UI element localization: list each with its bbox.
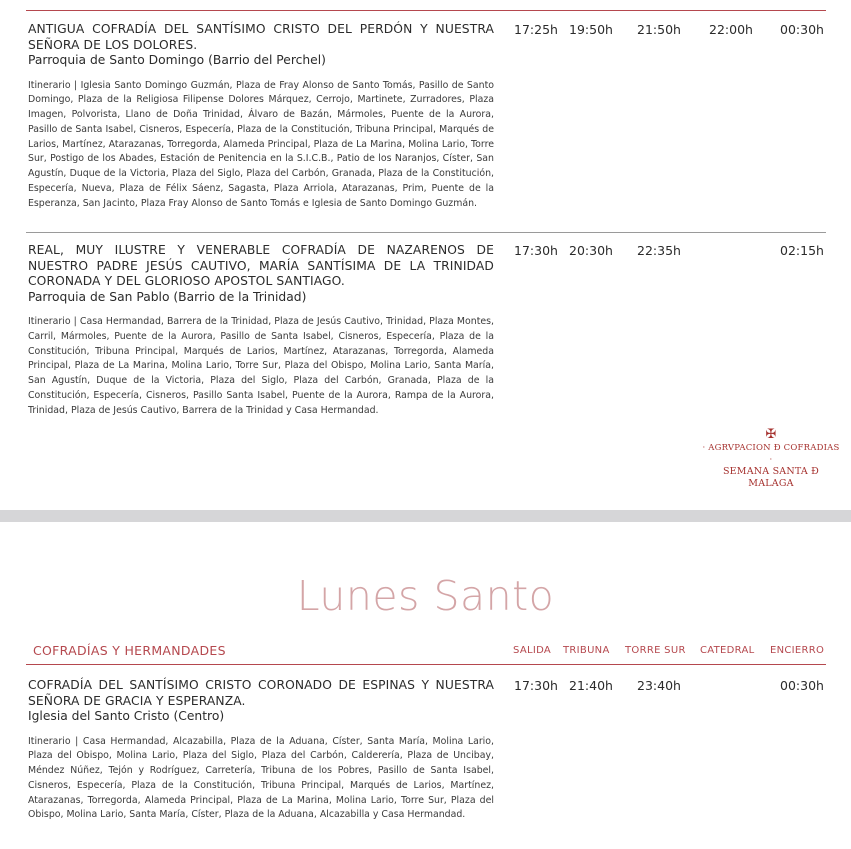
time-encierro: 00:30h — [780, 678, 824, 693]
page-divider — [0, 510, 851, 522]
time-catedral: 22:00h — [709, 22, 753, 37]
column-header-torre-sur: TORRE SUR — [625, 645, 686, 656]
parish-name: Iglesia del Santo Cristo (Centro) — [28, 709, 225, 723]
agrupacion-logo — [700, 428, 842, 490]
time-salida: 17:30h — [514, 678, 558, 693]
time-torre-sur: 21:50h — [637, 22, 681, 37]
itinerary-text: Itinerario | Casa Hermandad, Barrera de la Trinidad, Plaza de Jesús Cautivo, Trinidad, Plaza Montes, Carril, Mármoles, Puente de la Aurora, Pasillo de Santa Isabel, Cisneros, Especería, Plaza de la Constitución, Tribuna Principal, Marqués de Larios, Martínez, Atarazanas, Torregorda, Alameda Principal, Plaza de La Marina, Molina Lario, Torre Sur, Plaza del Obispo, Molina Lario, Santa María, San Agustín, Duque de la Victoria, Plaza del Siglo, Plaza del Carbón, Granada, Plaza de la Constitución, Especería, Cisneros, Pasillo Santa Isabel, Puente de la Aurora, Rampa de la Aurora, Trinidad, Plaza de Jesús Cautivo, Barrera de la Trinidad y Casa Hermandad. — [28, 316, 494, 416]
time-tribuna: 20:30h — [569, 243, 613, 258]
brotherhood-name: ANTIGUA COFRADÍA DEL SANTÍSIMO CRISTO DEL PERDÓN Y NUESTRA SEÑORA DE LOS DOLORES. — [28, 22, 494, 52]
time-tribuna: 19:50h — [569, 22, 613, 37]
itinerary-text: Itinerario | Iglesia Santo Domingo Guzmán, Plaza de Fray Alonso de Santo Tomás, Pasillo de Santo Domingo, Plaza de la Religiosa Filipense Dolores Márquez, Cerrojo, Martinete, Zurradores, Plaza Imagen, Polvorista, Llano de Doña Trinidad, Álvaro de Bazán, Mármoles, Puente de la Aurora, Pasillo de Santa Isabel, Cisneros, Especería, Plaza de la Constitución, Tribuna Principal, Marqués de Larios, Martínez, Atarazanas, Torregorda, Alameda Principal, Plaza de La Marina, Molina Lario, Torre Sur, Postigo de los Abades, Estación de Penitencia en la S.I.C.B., Patio de los Naranjos, Císter, San Agustín, Duque de la Victoria, Plaza del Siglo, Plaza del Carbón, Granada, Plaza de la Constitución, Especería, Nueva, Plaza de Félix Sáenz, Sagasta, Plaza Arriola, Atarazanas, Prim, Puente de la Esperanza, San Jacinto, Plaza Fray Alonso de Santo Tomás e Iglesia de Santo Domingo Guzmán. — [28, 79, 494, 209]
page-lunes-santo — [0, 522, 851, 849]
entry-separator — [26, 232, 826, 233]
top-rule — [26, 10, 826, 11]
time-encierro: 02:15h — [780, 243, 824, 258]
brotherhood-name: REAL, MUY ILUSTRE Y VENERABLE COFRADÍA DE NAZARENOS DE NUESTRO PADRE JESÚS CAUTIVO, MARÍA SANTÍSIMA DE LA TRINIDAD CORONADA Y DEL GLORIOSO APOSTOL SANTIAGO. — [28, 243, 494, 288]
time-tribuna: 21:40h — [569, 678, 613, 693]
parish-name: Parroquia de San Pablo (Barrio de la Trinidad) — [28, 289, 307, 304]
brotherhood-name: COFRADÍA DEL SANTÍSIMO CRISTO CORONADO DE ESPINAS Y NUESTRA SEÑORA DE GRACIA Y ESPERANZA. — [28, 678, 494, 708]
column-header-cofradias: COFRADÍAS Y HERMANDADES — [33, 643, 226, 658]
logo-line-2: SEMANA SANTA Ð MALAGA — [722, 466, 820, 489]
logo-line-1: · AGRVPACION Ð COFRADIAS · — [702, 443, 840, 465]
time-salida: 17:25h — [514, 22, 558, 37]
brotherhood-entry — [28, 22, 828, 212]
column-header-tribuna: TRIBUNA — [563, 645, 610, 656]
brotherhood-entry — [28, 243, 828, 419]
time-encierro: 00:30h — [780, 22, 824, 37]
itinerary-text: Itinerario | Casa Hermandad, Alcazabilla, Plaza de la Aduana, Císter, Santa María, Molina Lario, Plaza del Obispo, Molina Lario, Plaza del Siglo, Plaza del Carbón, Calderería, Plaza de Uncibay, Méndez Núñez, Tejón y Rodríguez, Carretería, Tribuna de los Pobres, Pasillo de Santa Isabel, Cisneros, Especería, Plaza de la Constitución, Tribuna Principal, Marqués de Larios, Martínez, Atarazanas, Torregorda, Alameda Principal, Plaza de La Marina, Molina Lario, Torre Sur, Plaza del Obispo, Molina Lario, Santa María, Císter, Plaza de la Aduana, Alcazabilla y Casa Hermandad. — [28, 735, 494, 821]
column-header-salida: SALIDA — [513, 645, 552, 656]
column-header-catedral: CATEDRAL — [700, 645, 755, 656]
page-title: Lunes Santo — [296, 572, 555, 620]
parish-name: Parroquia de Santo Domingo (Barrio del Perchel) — [28, 53, 326, 67]
maltese-cross-icon: ✠ — [765, 427, 777, 442]
column-header-encierro: ENCIERRO — [770, 645, 825, 656]
brotherhood-entry — [28, 678, 828, 823]
time-torre-sur: 23:40h — [637, 678, 681, 693]
time-torre-sur: 22:35h — [637, 243, 681, 258]
header-rule — [26, 664, 826, 665]
time-salida: 17:30h — [514, 243, 558, 258]
